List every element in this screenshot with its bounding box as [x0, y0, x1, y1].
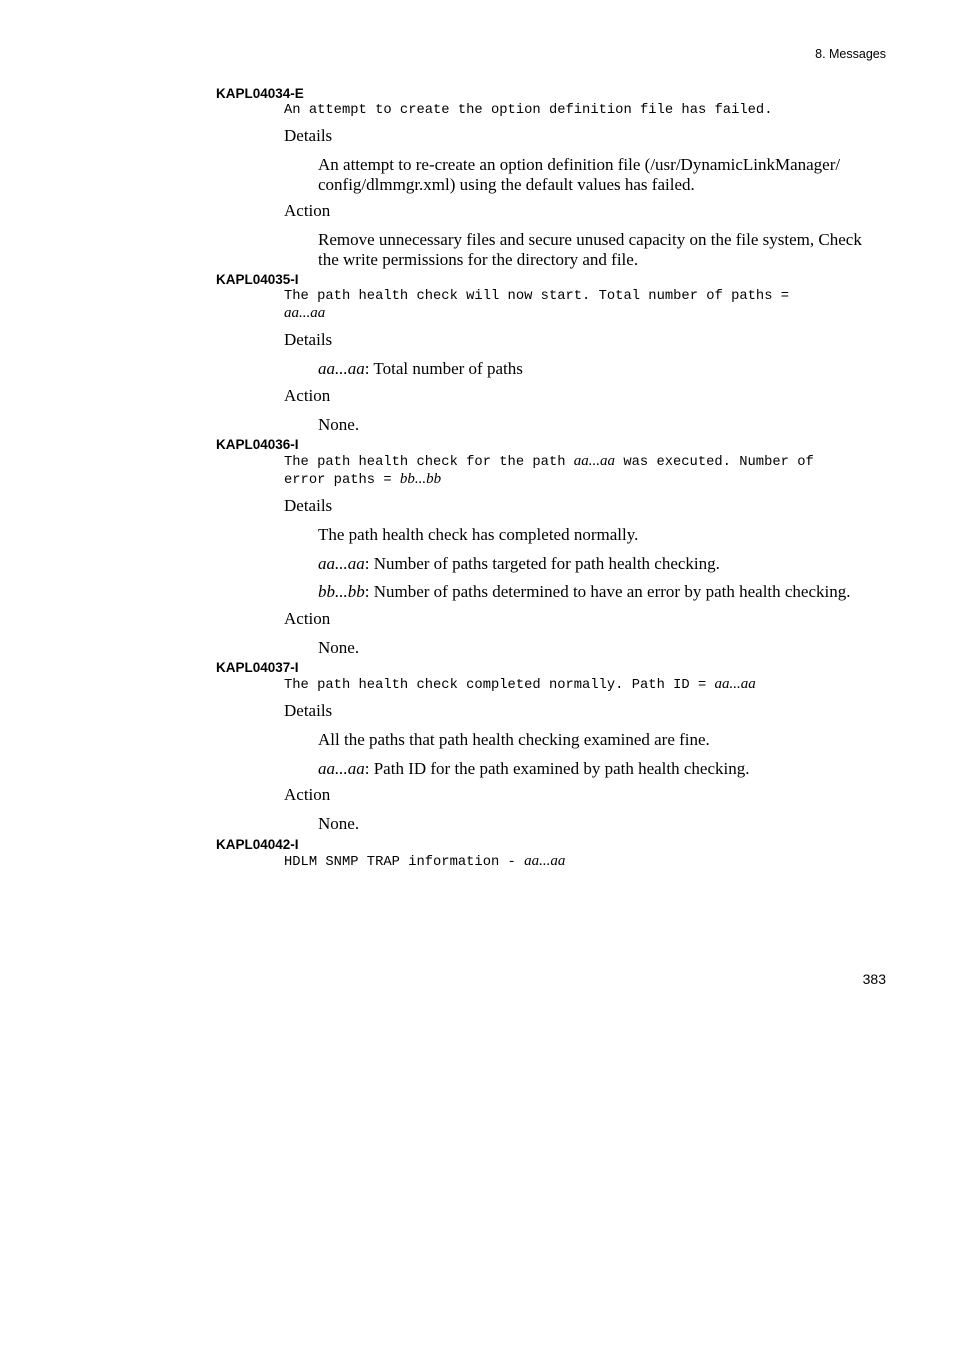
message-variable: bb...bb — [399, 471, 442, 487]
message-text — [284, 676, 886, 694]
details-text — [318, 759, 886, 779]
message-text-part: error paths = — [284, 473, 400, 488]
action-line: Remove unnecessary files and secure unused capacity on the file system, Check — [318, 230, 862, 249]
message-entry — [216, 272, 886, 434]
action-label: Action — [284, 201, 331, 220]
message-variable: aa...aa — [284, 305, 326, 321]
message-entry — [216, 660, 886, 834]
message-id: KAPL04042-I — [216, 836, 299, 852]
message-id: KAPL04036-I — [216, 437, 299, 452]
action-line: the write permissions for the directory and file. — [318, 249, 639, 269]
details-label: Details — [284, 701, 333, 720]
message-text-part: The path health check will now start. Total number of paths = — [284, 289, 790, 304]
details-variable: aa...aa — [318, 758, 365, 778]
message-entry — [216, 86, 886, 269]
action-text: None. — [318, 637, 360, 657]
action-text: None. — [318, 814, 360, 833]
message-variable: aa...aa — [573, 453, 616, 469]
details-line: : Path ID for the path examined by path health checking. — [364, 758, 750, 778]
details-text: The path health check has completed normally. — [318, 525, 639, 544]
message-id: KAPL04035-I — [216, 272, 299, 287]
details-label: Details — [284, 126, 333, 145]
details-variable: bb...bb — [318, 582, 365, 601]
running-header: 8. Messages — [815, 47, 886, 61]
message-id: KAPL04037-I — [216, 660, 299, 675]
message-entry — [216, 437, 886, 657]
details-line: : Number of paths determined to have an error by path health checking. — [364, 582, 851, 601]
message-text — [284, 853, 886, 871]
action-text — [318, 230, 886, 269]
message-list — [216, 86, 886, 871]
message-text: An attempt to create the option definition file has failed. — [284, 103, 773, 118]
message-variable: aa...aa — [714, 676, 756, 692]
message-id: KAPL04034-E — [216, 86, 304, 101]
message-text-part: HDLM SNMP TRAP information - — [284, 854, 525, 870]
action-label: Action — [284, 608, 331, 628]
message-text-part: The path health check completed normally. Path ID = — [284, 678, 715, 693]
message-variable: aa...aa — [524, 852, 566, 869]
details-variable: aa...aa — [318, 553, 365, 573]
page-number: 383 — [862, 971, 886, 987]
message-entry — [216, 837, 886, 871]
details-text — [318, 359, 886, 379]
details-line: An attempt to re-create an option definition file (/usr/DynamicLinkManager/ — [318, 155, 841, 174]
message-text-part: The path health check for the path — [284, 455, 574, 470]
details-variable: aa...aa — [318, 359, 365, 378]
message-text-part: was executed. Number of — [615, 455, 814, 470]
message-text — [284, 453, 886, 489]
action-label: Action — [284, 785, 331, 804]
message-text — [284, 288, 886, 323]
details-line: : Total number of paths — [364, 359, 523, 378]
details-text — [318, 554, 886, 574]
details-line: config/dlmmgr.xml) using the default values has failed. — [318, 174, 695, 194]
action-label: Action — [284, 385, 331, 405]
details-line: : Number of paths targeted for path health checking. — [364, 553, 720, 573]
details-text — [318, 155, 886, 194]
action-text: None. — [318, 414, 360, 434]
details-label: Details — [284, 330, 333, 349]
details-text — [318, 582, 886, 602]
details-label: Details — [284, 496, 333, 515]
details-text: All the paths that path health checking examined are fine. — [318, 730, 710, 749]
